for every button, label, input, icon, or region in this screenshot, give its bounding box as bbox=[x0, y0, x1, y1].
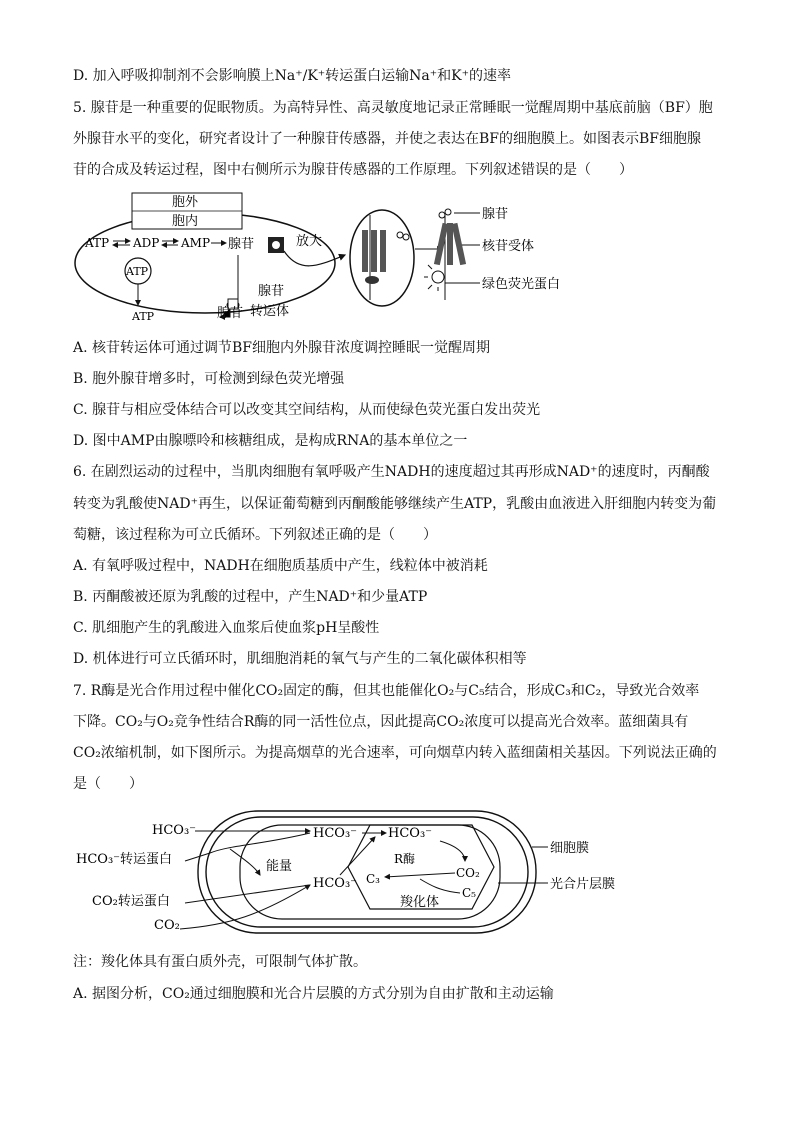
q6-stem-1: 6. 在剧烈运动的过程中，当肌肉细胞有氧呼吸产生NADH的速度超过其再形成NAD⁺的速度时，丙酮酸 bbox=[73, 464, 710, 480]
q4-option-d: D. 加入呼吸抑制剂不会影响膜上Na⁺/K⁺转运蛋白运输Na⁺和K⁺的速率 bbox=[73, 68, 512, 84]
q6-stem-3: 萄糖，该过程称为可立氏循环。下列叙述正确的是（ ） bbox=[73, 527, 437, 543]
q6-option-b: B. 丙酮酸被还原为乳酸的过程中，产生NAD⁺和少量ATP bbox=[73, 589, 428, 605]
label-hco3-mid: HCO₃⁻ bbox=[313, 826, 358, 841]
label-amp: AMP bbox=[181, 236, 211, 250]
label-atp: ATP bbox=[85, 236, 110, 250]
q5-option-b: B. 胞外腺苷增多时，可检测到绿色荧光增强 bbox=[73, 371, 345, 387]
label-atp-out: ATP bbox=[132, 310, 155, 323]
label-renzyme: R酶 bbox=[394, 852, 416, 866]
label-cell-membrane: 细胞膜 bbox=[550, 841, 590, 856]
figure-adenosine bbox=[70, 185, 570, 325]
q6-stem-2: 转变为乳酸使NAD⁺再生，以保证葡萄糖到丙酮酸能够继续产生ATP，乳酸由血液进入肝细胞内转变为葡 bbox=[73, 496, 717, 512]
q7-option-a: A. 据图分析，CO₂通过细胞膜和光合片层膜的方式分别为自由扩散和主动运输 bbox=[73, 986, 554, 1002]
label-adenosine: 腺苷 bbox=[228, 237, 255, 252]
label-energy: 能量 bbox=[266, 859, 293, 874]
label-outside: 胞外 bbox=[172, 195, 199, 210]
label-transporter-2: 转运体 bbox=[250, 304, 290, 319]
q6-option-d: D. 机体进行可立氏循环时，肌细胞消耗的氧气与产生的二氧化碳体积相等 bbox=[73, 651, 527, 667]
q5-option-d: D. 图中AMP由腺嘌呤和核糖组成，是构成RNA的基本单位之一 bbox=[73, 433, 468, 449]
label-co2-in: CO₂ bbox=[456, 866, 480, 880]
label-adenosine-out: 腺苷 bbox=[217, 306, 244, 321]
label-adp: ADP bbox=[133, 236, 160, 250]
label-c5: C₅ bbox=[462, 886, 476, 900]
label-inside: 胞内 bbox=[172, 214, 199, 229]
figure-cyanobacteria bbox=[70, 805, 630, 940]
q5-stem-2: 外腺苷水平的变化，研究者设计了一种腺苷传感器，并使之表达在BF的细胞膜上。如图表示BF细胞腺 bbox=[73, 131, 702, 147]
q7-stem-2: 下降。CO₂与O₂竞争性结合R酶的同一活性位点，因此提高CO₂浓度可以提高光合效率。蓝细菌具有 bbox=[73, 714, 689, 730]
label-c3: C₃ bbox=[366, 872, 380, 886]
label-zoom: 放大 bbox=[296, 234, 323, 249]
q5-option-a: A. 核苷转运体可通过调节BF细胞内外腺苷浓度调控睡眠一觉醒周期 bbox=[73, 340, 491, 356]
label-co2-transporter: CO₂转运蛋白 bbox=[92, 894, 170, 909]
q7-stem-1: 7. R酶是光合作用过程中催化CO₂固定的酶，但其也能催化O₂与C₅结合，形成C₃和C₂，导致光合效率 bbox=[73, 683, 700, 699]
label-carboxysome: 羧化体 bbox=[400, 895, 440, 910]
q6-option-c: C. 肌细胞产生的乳酸进入血浆后使血浆pH呈酸性 bbox=[73, 620, 380, 636]
label-atp-circle: ATP bbox=[126, 265, 149, 278]
q5-stem-1: 5. 腺苷是一种重要的促眠物质。为高特异性、高灵敏度地记录正常睡眠一觉醒周期中基底前脑（BF）胞 bbox=[73, 100, 713, 116]
q7-stem-3: CO₂浓缩机制，如下图所示。为提高烟草的光合速率，可向烟草内转入蓝细菌相关基因。下列说法正确的 bbox=[73, 745, 717, 761]
label-co2-out: CO₂ bbox=[154, 918, 180, 933]
label-hco3-low: HCO₃⁻ bbox=[313, 876, 358, 891]
label-hco3-transporter: HCO₃⁻转运蛋白 bbox=[76, 852, 173, 867]
q6-option-a: A. 有氧呼吸过程中，NADH在细胞质基质中产生，线粒体中被消耗 bbox=[73, 558, 488, 574]
q7-note: 注：羧化体具有蛋白质外壳，可限制气体扩散。 bbox=[73, 954, 367, 970]
label-transporter-1: 腺苷 bbox=[258, 284, 285, 299]
q7-stem-4: 是（ ） bbox=[73, 776, 143, 792]
legend-gfp: 绿色荧光蛋白 bbox=[482, 277, 561, 292]
label-hco3-carb: HCO₃⁻ bbox=[388, 826, 433, 841]
label-thylakoid: 光合片层膜 bbox=[550, 877, 616, 892]
label-hco3-out: HCO₃⁻ bbox=[152, 823, 197, 838]
legend-receptor: 核苷受体 bbox=[482, 239, 535, 254]
q5-stem-3: 苷的合成及转运过程，图中右侧所示为腺苷传感器的工作原理。下列叙述错误的是（ ） bbox=[73, 162, 633, 178]
legend-adenosine: 腺苷 bbox=[482, 207, 509, 222]
q5-option-c: C. 腺苷与相应受体结合可以改变其空间结构，从而使绿色荧光蛋白发出荧光 bbox=[73, 402, 541, 418]
